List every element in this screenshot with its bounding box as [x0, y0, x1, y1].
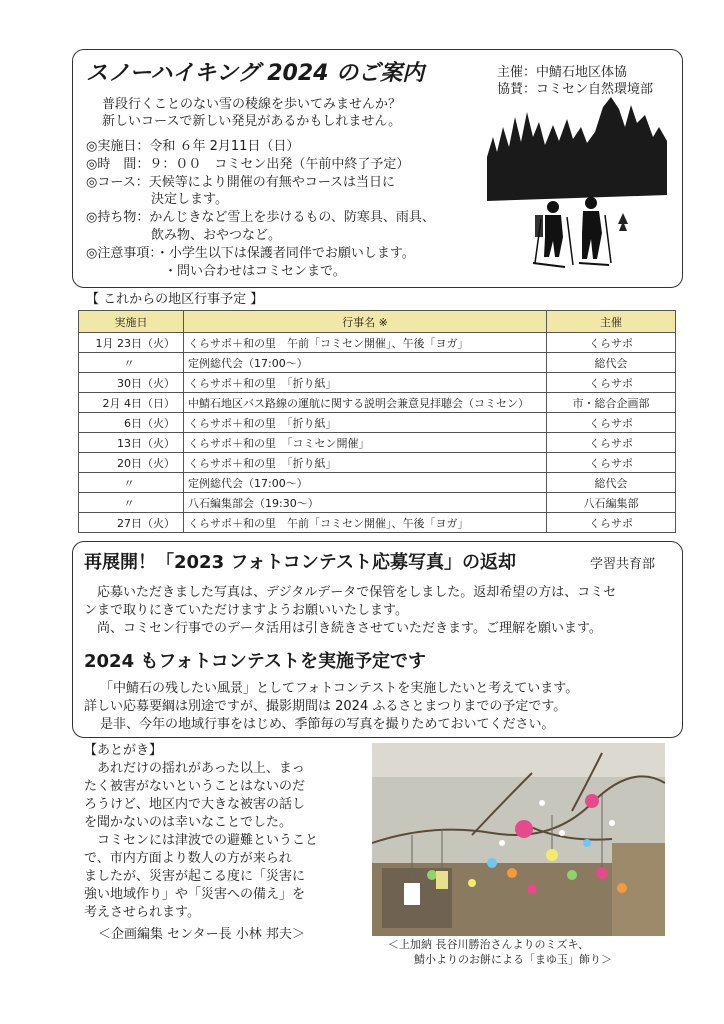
table-row	[79, 473, 676, 493]
row-host: くらサポ	[547, 333, 676, 353]
row-date: 〃	[79, 493, 184, 513]
table-row	[79, 393, 676, 413]
afterword-line: で、市内方面より数人の方が来られ	[84, 851, 292, 866]
photo-para-line: ンまで取りにきていただけますようお願いいたします。	[84, 603, 408, 618]
photo-caption-line: ＜上加納 長谷川勝治さんよりのミズキ、	[388, 938, 590, 951]
row-host: くらサポ	[547, 413, 676, 433]
row-event: 八石編集部会（19:30～）	[184, 493, 547, 513]
photo-department: 学習共育部	[590, 557, 656, 572]
hiking-detail-line: 決定します。	[86, 192, 228, 207]
row-date: 2月 4日（日）	[79, 393, 184, 413]
row-date: 30日（火）	[79, 373, 184, 393]
afterword-line: あれだけの揺れがあった以上、まっ	[84, 761, 305, 776]
row-event: 定例総代会（17:00～）	[184, 353, 547, 373]
row-date: 1月 23日（火）	[79, 333, 184, 353]
row-event: くらサポ＋和の里 午前「コミセン開催」、午後「ヨガ」	[184, 333, 547, 353]
hiking-detail-line: ・問い合わせはコミセンまで。	[86, 264, 346, 279]
hiking-detail-line: ◎持ち物：かんじきなど雪上を歩けるもの、防寒具、雨具、	[86, 210, 435, 225]
hiking-detail-line: ◎コース：天候等により開催の有無やコースは当日に	[86, 175, 396, 190]
afterword-line: ろうけど、地区内で大きな被害の話し	[84, 797, 306, 812]
row-host: くらサポ	[547, 513, 676, 533]
hiking-sponsor: 協賛：コミセン自然環境部	[497, 82, 654, 97]
snow-hiking-illustration	[487, 97, 667, 277]
hiking-title: スノーハイキング 2024 のご案内	[86, 61, 425, 86]
hiking-detail-line: 飲み物、おやつなど。	[86, 228, 282, 243]
row-date: 13日（火）	[79, 433, 184, 453]
hiking-intro-line: 普段行くことのない雪の稜線を歩いてみませんか？	[102, 97, 402, 112]
row-host: 八石編集部	[547, 493, 676, 513]
photo-para-line: 応募いただきました写真は、デジタルデータで保管をしました。返却希望の方は、コミセ	[84, 585, 617, 600]
row-event: くらサポ＋和の里 午前「コミセン開催」、午後「ヨガ」	[184, 513, 547, 533]
mayudama-photo	[372, 743, 665, 936]
afterword-signature: ＜企画編集 センター長 小林 邦夫＞	[98, 927, 305, 942]
afterword-line: を聞かないのは幸いなことでした。	[84, 815, 293, 830]
photo-para-line: 「中鯖石の残したい風景」としてフォトコンテストを実施したいと考えています。	[100, 681, 579, 696]
table-row	[79, 433, 676, 453]
row-event: くらサポ＋和の里 「折り紙」	[184, 453, 547, 473]
table-row	[79, 453, 676, 473]
photo-para-line: 詳しい応募要綱は別途ですが、撮影期間は 2024 ふるさとまつりまでの予定です。	[84, 699, 567, 714]
photo-para-line: 尚、コミセン行事でのデータ活用は引き続きさせていただきます。ご理解を願います。	[84, 621, 602, 636]
row-date: 27日（火）	[79, 513, 184, 533]
hiking-detail-line: ◎注意事項：・小学生以下は保護者同伴でお願いします。	[86, 246, 415, 261]
row-event: 定例総代会（17:00～）	[184, 473, 547, 493]
photo-caption-line: 鯖小よりのお餅による「まゆ玉」飾り＞	[414, 953, 612, 966]
table-row	[79, 353, 676, 373]
row-host: 市・総合企画部	[547, 393, 676, 413]
table-row	[79, 513, 676, 533]
row-host: くらサポ	[547, 433, 676, 453]
row-date: 〃	[79, 353, 184, 373]
row-host: くらサポ	[547, 453, 676, 473]
afterword-line: 強い地域作り」や「災害への備え」を	[84, 887, 306, 902]
schedule-heading: 【 これからの地区行事予定 】	[86, 292, 264, 307]
schedule-table	[78, 310, 676, 533]
afterword-line: コミセンには津波での避難ということ	[84, 833, 319, 848]
row-host: くらサポ	[547, 373, 676, 393]
hiking-intro-line: 新しいコースで新しい発見があるかもしれません。	[102, 114, 402, 129]
afterword-line: たく被害がないということはないのだ	[84, 779, 306, 794]
photo-para-line: 是非、今年の地域行事をはじめ、季節毎の写真を撮りためておいてください。	[100, 717, 555, 732]
row-event: くらサポ＋和の里 「コミセン開催」	[184, 433, 547, 453]
table-row	[79, 413, 676, 433]
hiking-detail-line: ◎時 間：９：００ コミセン出発（午前中終了予定）	[86, 157, 410, 172]
afterword-heading: 【あとがき】	[84, 743, 163, 758]
table-row	[79, 373, 676, 393]
row-date: 6日（火）	[79, 413, 184, 433]
row-date: 〃	[79, 473, 184, 493]
hiking-organizer: 主催：中鯖石地区体協	[497, 65, 628, 80]
row-host: 総代会	[547, 353, 676, 373]
column-header-date: 実施日	[79, 311, 184, 333]
afterword-line: ましたが、災害が起こる度に「災害に	[84, 869, 306, 884]
row-date: 20日（火）	[79, 453, 184, 473]
row-host: 総代会	[547, 473, 676, 493]
table-row	[79, 333, 676, 353]
afterword-line: 考えさせられます。	[84, 905, 200, 920]
row-event: 中鯖石地区バス路線の運航に関する説明会兼意見拝聴会（コミセン）	[184, 393, 547, 413]
row-event: くらサポ＋和の里 「折り紙」	[184, 413, 547, 433]
photo-return-title: 再展開！「2023 フォトコンテスト応募写真」の返却	[84, 552, 517, 573]
row-event: くらサポ＋和の里 「折り紙」	[184, 373, 547, 393]
column-header-event: 行事名 ※	[184, 311, 547, 333]
table-header-row	[79, 311, 676, 333]
hiking-detail-line: ◎実施日：令和 ６年 2月11日（日）	[86, 139, 300, 154]
column-header-host: 主催	[547, 311, 676, 333]
photo-contest-subtitle: 2024 もフォトコンテストを実施予定です	[84, 651, 427, 672]
table-row	[79, 493, 676, 513]
